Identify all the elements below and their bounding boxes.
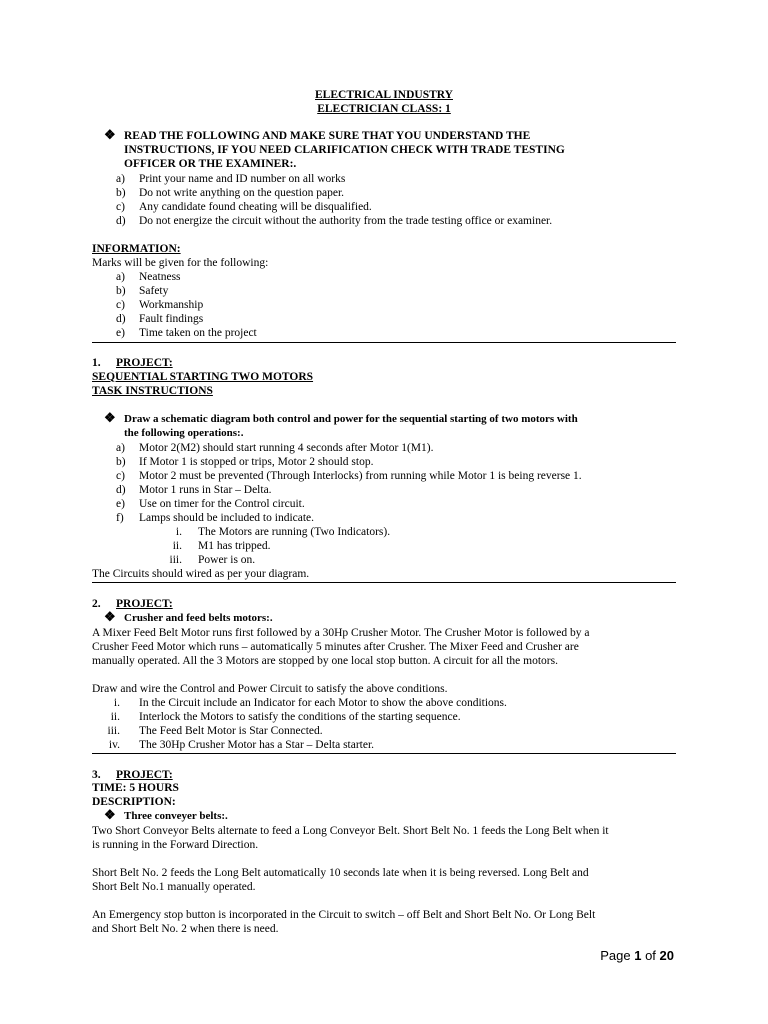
instructions-heading-line1: READ THE FOLLOWING AND MAKE SURE THAT YOU UNDERSTAND THE xyxy=(124,130,531,142)
paragraph-line: Short Belt No.1 manually operated. xyxy=(92,881,256,893)
list-marker: a) xyxy=(116,271,125,283)
list-marker: iv. xyxy=(108,739,120,751)
project-title: SEQUENTIAL STARTING TWO MOTORS xyxy=(92,371,314,383)
task-line2: the following operations:. xyxy=(124,427,244,439)
list-item: Interlock the Motors to satisfy the conditions of the starting sequence. xyxy=(139,711,461,723)
information-heading: INFORMATION: xyxy=(92,243,181,255)
list-marker: ii. xyxy=(172,540,182,552)
page-current: 1 xyxy=(634,948,642,963)
instructions-heading-line2: INSTRUCTIONS, IF YOU NEED CLARIFICATION CHECK WITH TRADE TESTING xyxy=(124,144,565,156)
list-marker: c) xyxy=(116,201,125,213)
bullet-diamond-icon: ❖ xyxy=(104,609,116,624)
instructions-heading-line3: OFFICER OR THE EXAMINER:. xyxy=(124,158,297,170)
list-item: Lamps should be included to indicate. xyxy=(139,512,315,524)
list-item: The 30Hp Crusher Motor has a Star – Delta starter. xyxy=(139,739,375,751)
list-marker: b) xyxy=(116,456,126,468)
section-divider xyxy=(92,753,676,754)
list-item: Print your name and ID number on all works xyxy=(139,173,346,185)
bullet-diamond-icon: ❖ xyxy=(104,127,116,142)
list-marker: f) xyxy=(116,512,124,524)
list-marker: iii. xyxy=(169,554,182,566)
information-intro: Marks will be given for the following: xyxy=(92,257,269,269)
paragraph-line: Draw and wire the Control and Power Circuit to satisfy the above conditions. xyxy=(92,683,448,695)
project-heading: PROJECT: xyxy=(116,357,173,369)
list-marker: ii. xyxy=(110,711,120,723)
list-marker: d) xyxy=(116,313,126,325)
page-of-word: of xyxy=(645,948,656,963)
list-marker: i. xyxy=(113,697,120,709)
list-item: If Motor 1 is stopped or trips, Motor 2 should stop. xyxy=(139,456,374,468)
list-item: Power is on. xyxy=(198,554,256,566)
list-marker: d) xyxy=(116,484,126,496)
bullet-diamond-icon: ❖ xyxy=(104,410,116,425)
list-item: Do not write anything on the question paper. xyxy=(139,187,345,199)
list-item: Workmanship xyxy=(139,299,204,311)
list-item: The Motors are running (Two Indicators). xyxy=(198,526,391,538)
paragraph-line: Short Belt No. 2 feeds the Long Belt automatically 10 seconds late when it is being reversed. Long Belt and xyxy=(92,867,589,879)
list-marker: e) xyxy=(116,498,125,510)
project-closing: The Circuits should wired as per your diagram. xyxy=(92,568,310,580)
page-word: Page xyxy=(600,948,631,963)
paragraph-line: is running in the Forward Direction. xyxy=(92,839,259,851)
task-line1: Draw a schematic diagram both control and power for the sequential starting of two motors with xyxy=(124,413,578,425)
paragraph-line: Two Short Conveyor Belts alternate to feed a Long Conveyor Belt. Short Belt No. 1 feeds the Long Belt when it xyxy=(92,825,609,837)
list-item: The Feed Belt Motor is Star Connected. xyxy=(139,725,323,737)
list-marker: c) xyxy=(116,470,125,482)
project-number: 2. xyxy=(92,598,101,610)
project-time: TIME: 5 HOURS xyxy=(92,782,179,794)
list-item: Motor 2(M2) should start running 4 seconds after Motor 1(M1). xyxy=(139,442,434,454)
section-divider xyxy=(92,582,676,583)
project-subtitle: TASK INSTRUCTIONS xyxy=(92,385,213,397)
list-item: Safety xyxy=(139,285,169,297)
list-marker: i. xyxy=(175,526,182,538)
section-divider xyxy=(92,342,676,343)
bullet-diamond-icon: ❖ xyxy=(104,807,116,822)
paragraph-line: An Emergency stop button is incorporated in the Circuit to switch – off Belt and Short Belt No. Or Long Belt xyxy=(92,909,596,921)
list-item: Do not energize the circuit without the authority from the trade testing office or examiner. xyxy=(139,215,553,227)
list-item: Motor 2 must be prevented (Through Interlocks) from running while Motor 1 is being reverse 1. xyxy=(139,470,582,482)
page-number-footer xyxy=(600,948,674,963)
list-item: In the Circuit include an Indicator for each Motor to show the above conditions. xyxy=(139,697,507,709)
list-item: Fault findings xyxy=(139,313,204,325)
page-total: 20 xyxy=(659,948,674,963)
list-item: Neatness xyxy=(139,271,181,283)
paragraph-line: A Mixer Feed Belt Motor runs first followed by a 30Hp Crusher Motor. The Crusher Motor is followed by a xyxy=(92,627,590,639)
task-line: Three conveyer belts:. xyxy=(124,810,228,822)
project-number: 3. xyxy=(92,769,101,781)
list-marker: a) xyxy=(116,442,125,454)
list-marker: b) xyxy=(116,285,126,297)
list-item: Any candidate found cheating will be disqualified. xyxy=(139,201,372,213)
doc-title-line1: ELECTRICAL INDUSTRY xyxy=(315,89,453,101)
list-item: M1 has tripped. xyxy=(198,540,271,552)
paragraph-line: Crusher Feed Motor which runs – automatically 5 minutes after Crusher. The Mixer Feed and Crusher are xyxy=(92,641,579,653)
doc-title-line2: ELECTRICIAN CLASS: 1 xyxy=(317,103,451,115)
list-marker: d) xyxy=(116,215,126,227)
list-item: Use on timer for the Control circuit. xyxy=(139,498,305,510)
list-marker: a) xyxy=(116,173,125,185)
list-marker: c) xyxy=(116,299,125,311)
project-number: 1. xyxy=(92,357,101,369)
project-heading: PROJECT: xyxy=(116,769,173,781)
task-line: Crusher and feed belts motors:. xyxy=(124,612,273,624)
list-marker: e) xyxy=(116,327,125,339)
paragraph-line: manually operated. All the 3 Motors are stopped by one local stop button. A circuit for all the motors. xyxy=(92,655,558,667)
paragraph-line: and Short Belt No. 2 when there is need. xyxy=(92,923,279,935)
project-heading: PROJECT: xyxy=(116,598,173,610)
project-description-label: DESCRIPTION: xyxy=(92,796,176,808)
list-item: Time taken on the project xyxy=(139,327,257,339)
list-item: Motor 1 runs in Star – Delta. xyxy=(139,484,272,496)
list-marker: b) xyxy=(116,187,126,199)
list-marker: iii. xyxy=(107,725,120,737)
